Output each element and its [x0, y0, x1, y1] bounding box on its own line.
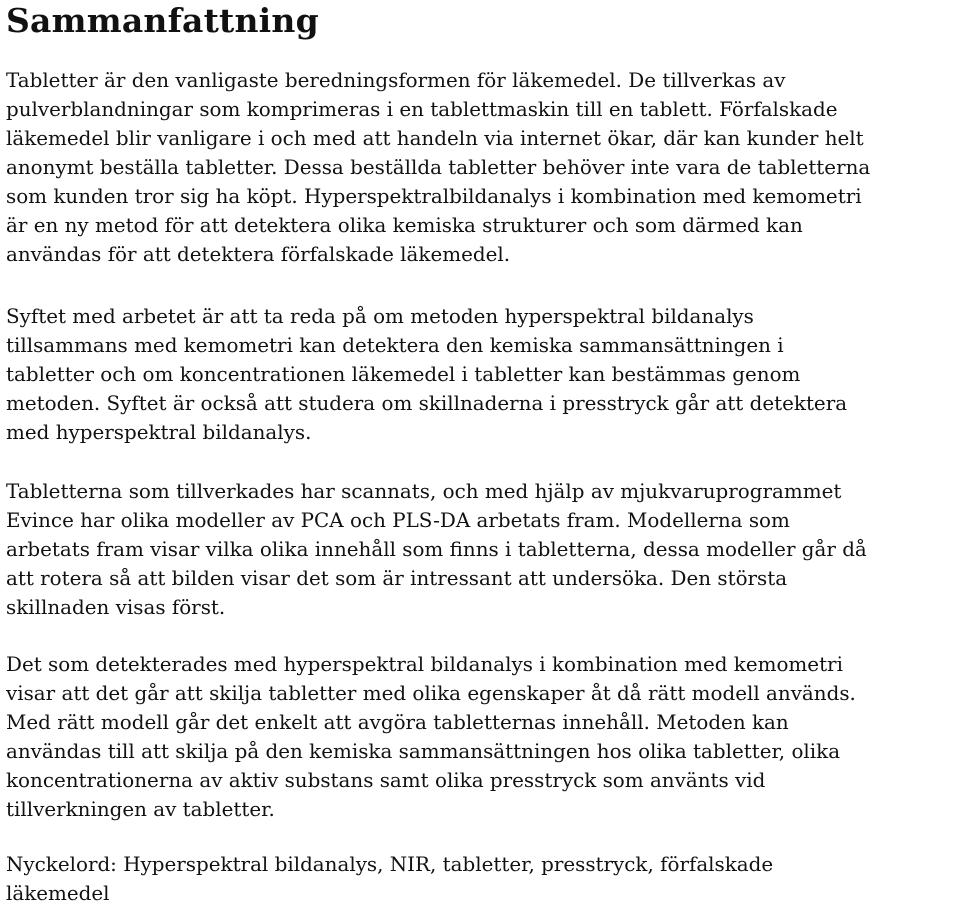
text-line: Med rätt modell går det enkelt att avgöra tabletternas innehåll. Metoden kan [6, 711, 789, 734]
text-line: koncentrationerna av aktiv substans samt olika presstryck som använts vid [6, 769, 766, 792]
text-line: att rotera så att bilden visar det som är intressant att undersöka. Den största [6, 567, 788, 590]
text-line: metoden. Syftet är också att studera om skillnaderna i presstryck går att detektera [6, 392, 848, 415]
text-line: användas för att detektera förfalskade läkemedel. [6, 243, 511, 266]
text-line: visar att det går att skilja tabletter med olika egenskaper åt då rätt modell används. [6, 682, 856, 705]
text-line: tabletter och om koncentrationen läkemedel i tabletter kan bestämmas genom [6, 363, 801, 386]
text-line: pulverblandningar som komprimeras i en tablettmaskin till en tablett. Förfalskade [6, 98, 838, 121]
text-line: är en ny metod för att detektera olika kemiska strukturer och som därmed kan [6, 214, 803, 237]
paragraph-intro [6, 66, 870, 269]
text-line: Det som detekterades med hyperspektral bildanalys i kombination med kemometri [6, 653, 843, 676]
text-line: med hyperspektral bildanalys. [6, 421, 312, 444]
text-line: tillverkningen av tabletter. [6, 798, 275, 821]
text-line: tillsammans med kemometri kan detektera den kemiska sammansättningen i [6, 334, 784, 357]
text-line: Tabletter är den vanligaste beredningsformen för läkemedel. De tillverkas av [6, 69, 786, 92]
text-line: läkemedel [6, 882, 110, 905]
paragraph-results [6, 650, 856, 824]
text-line: läkemedel blir vanligare i och med att handeln via internet ökar, där kan kunder helt [6, 127, 864, 150]
text-line: som kunden tror sig ha köpt. Hyperspektralbildanalys i kombination med kemometri [6, 185, 862, 208]
paragraph-keywords [6, 850, 773, 908]
paragraph-method [6, 477, 867, 622]
text-line: Syftet med arbetet är att ta reda på om metoden hyperspektral bildanalys [6, 305, 754, 328]
text-line: Evince har olika modeller av PCA och PLS-DA arbetats fram. Modellerna som [6, 509, 790, 532]
text-line: skillnaden visas först. [6, 596, 226, 619]
text-line: anonymt beställa tabletter. Dessa beställda tabletter behöver inte vara de tabletterna [6, 156, 871, 179]
page-title: Sammanfattning [6, 1, 319, 40]
text-line: användas till att skilja på den kemiska sammansättningen hos olika tabletter, olika [6, 740, 841, 763]
paragraph-purpose [6, 302, 847, 447]
text-line: Nyckelord: Hyperspektral bildanalys, NIR, tabletter, presstryck, förfalskade [6, 853, 774, 876]
text-line: Tabletterna som tillverkades har scannats, och med hjälp av mjukvaruprogrammet [6, 480, 842, 503]
text-line: arbetats fram visar vilka olika innehåll som finns i tabletterna, dessa modeller går då [6, 538, 867, 561]
